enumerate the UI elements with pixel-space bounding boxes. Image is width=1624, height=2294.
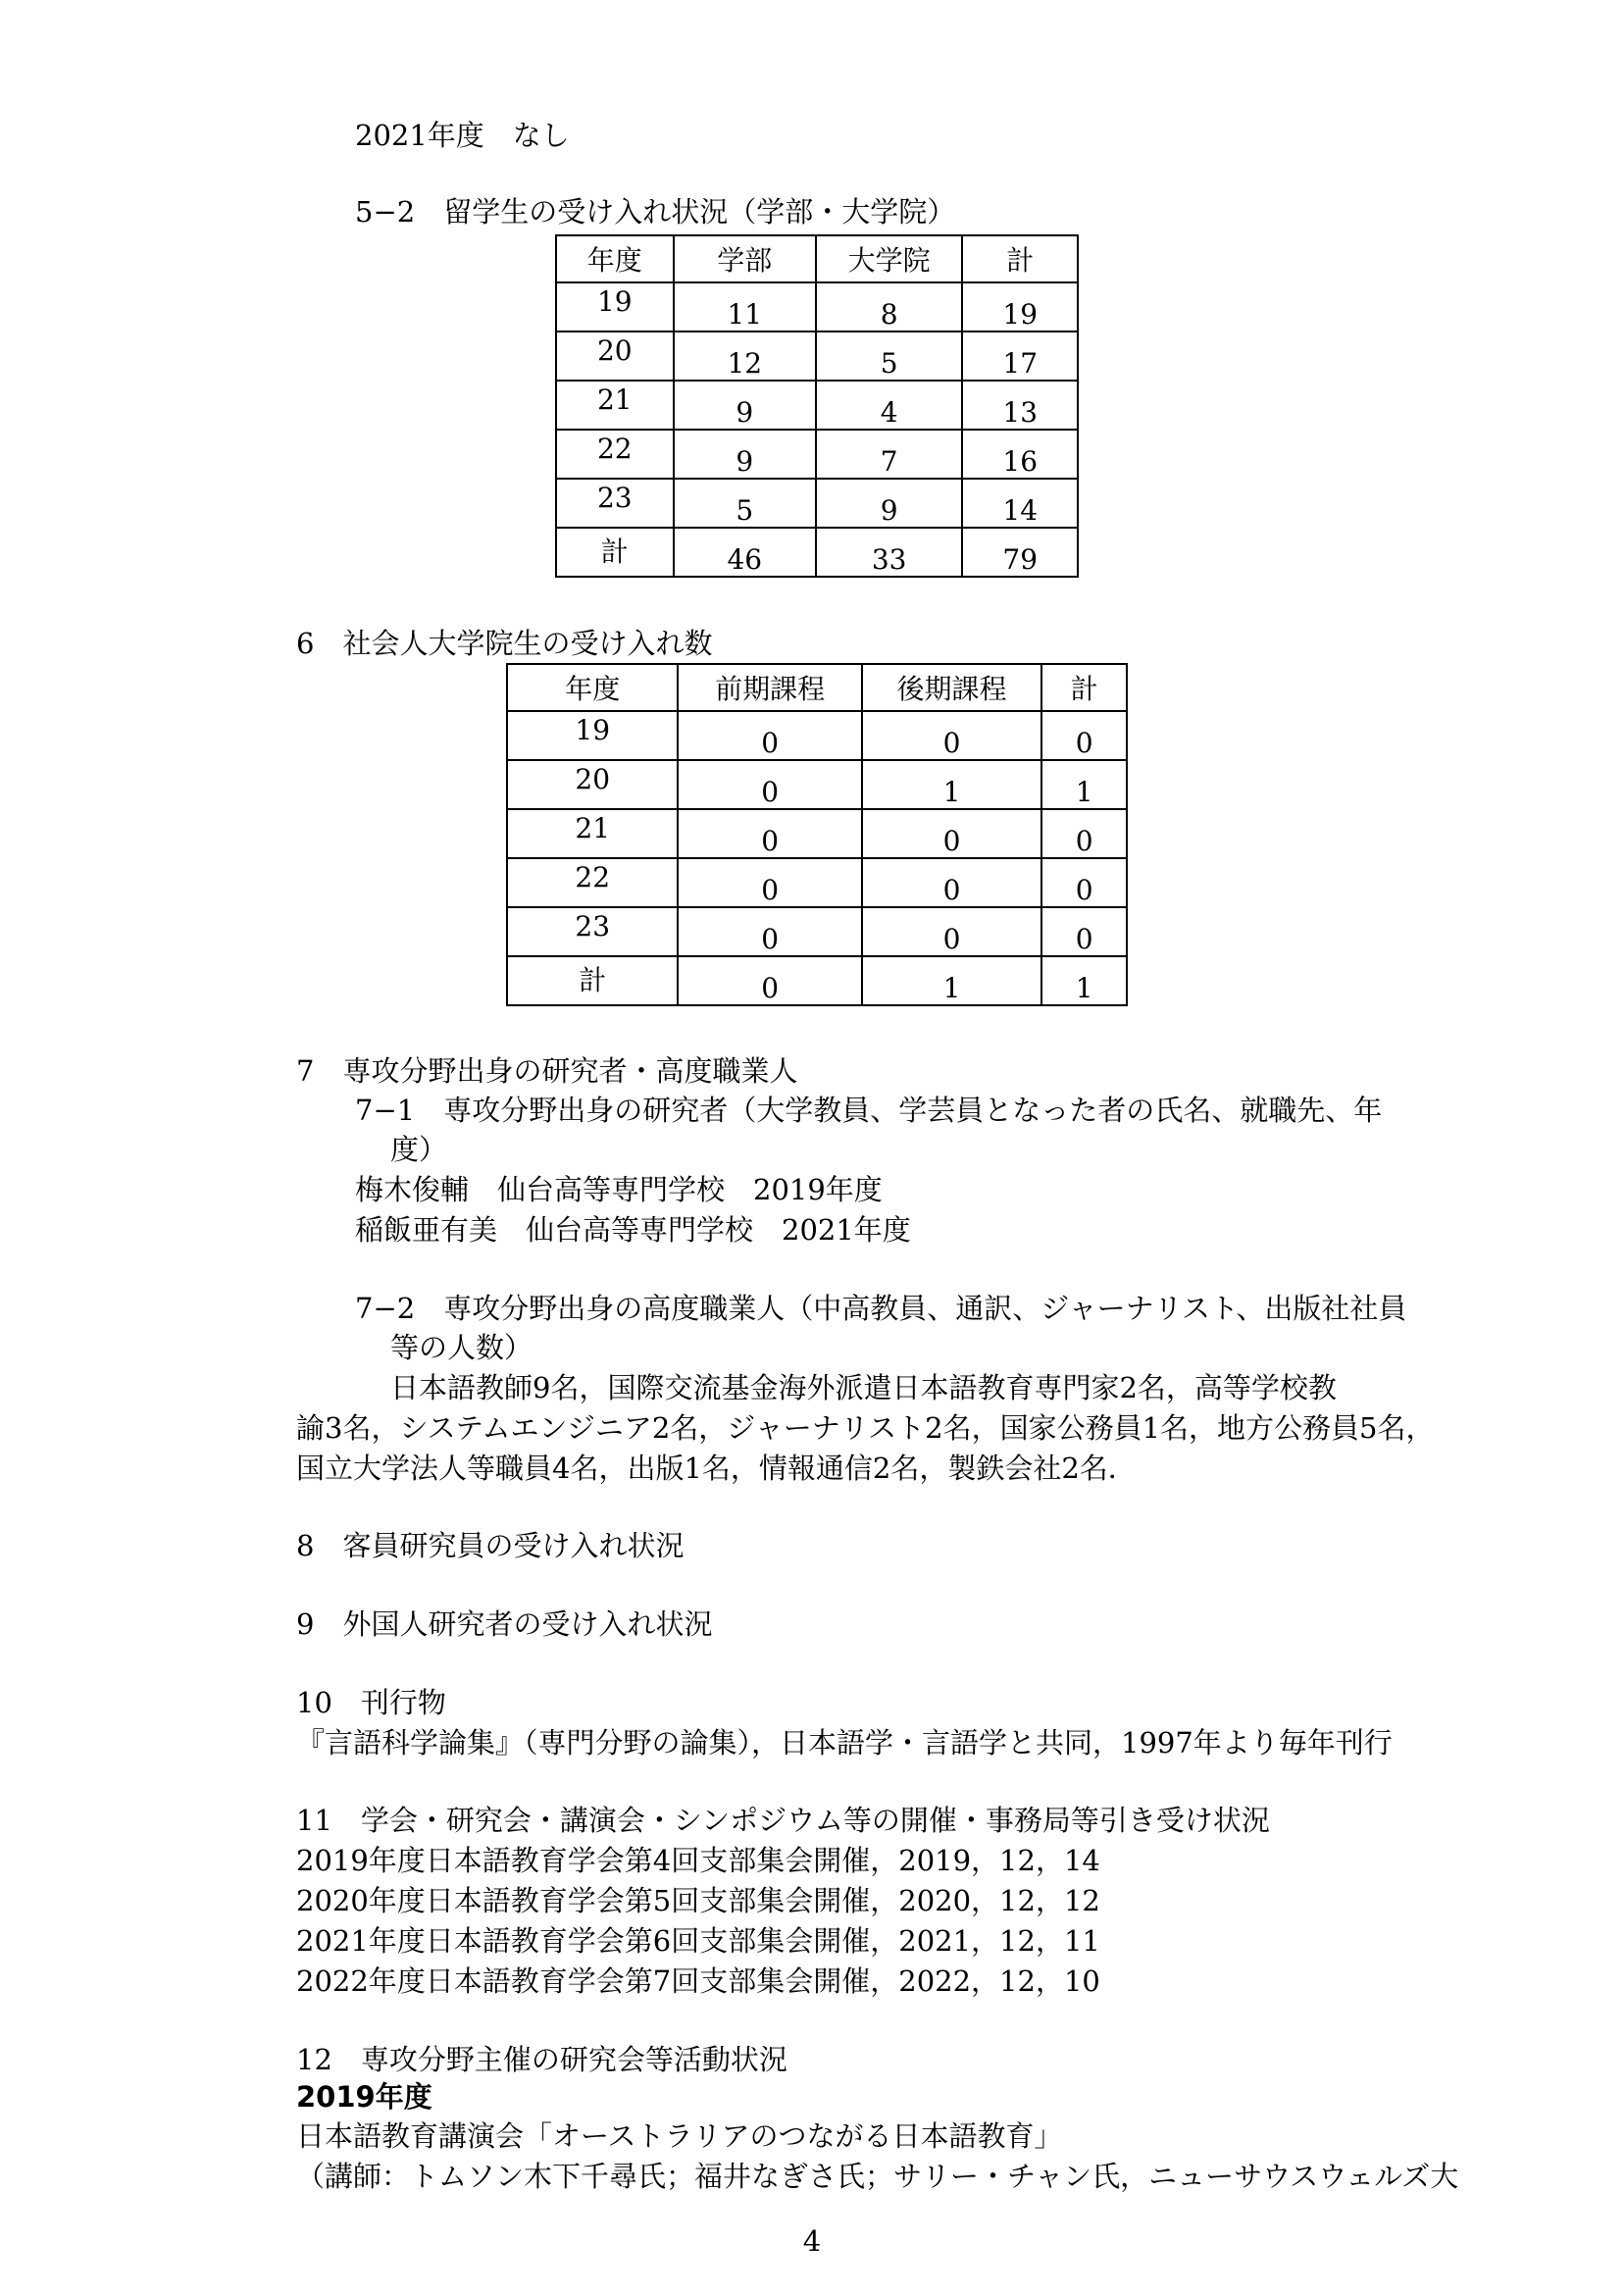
page-number: 4 [802, 2224, 822, 2258]
paragraph-line: 諭3名，システムエンジニア2名，ジャーナリスト2名，国家公務員1名，地方公務員5名， [296, 1411, 1435, 1445]
table-total-row [507, 956, 1127, 1005]
cell-undergrad: 9 [674, 430, 816, 479]
cell-year: 22 [556, 430, 674, 479]
table-total-row [556, 528, 1078, 577]
table-row [556, 430, 1078, 479]
cell-masters: 0 [678, 711, 861, 760]
table-header-row [507, 664, 1127, 711]
section-11-heading: 11 学会・研究会・講演会・シンポジウム等の開催・事務局等引き受け状況 [296, 1804, 1270, 1837]
table-working-adult-students [506, 663, 1128, 1006]
cell-graduate: 7 [816, 430, 962, 479]
lecture-speakers: （講師：トムソン木下千尋氏；福井なぎさ氏；サリー・チャン氏，ニューサウスウェルズ大 [296, 2160, 1459, 2193]
cell-masters: 0 [678, 907, 861, 956]
table-row [556, 381, 1078, 430]
event-entry: 2019年度日本語教育学会第4回支部集会開催，2019，12，14 [296, 1844, 1100, 1877]
table-row [556, 282, 1078, 331]
cell-year: 19 [556, 282, 674, 331]
cell-year: 計 [556, 528, 674, 577]
cell-masters: 0 [678, 760, 861, 809]
cell-undergrad: 9 [674, 381, 816, 430]
publication-entry: 『言語科学論集』（専門分野の論集），日本語学・言語学と共同，1997年より毎年刊行 [296, 1726, 1393, 1759]
table-header-row [556, 235, 1078, 282]
cell-doctoral: 0 [862, 809, 1041, 858]
cell-doctoral: 1 [862, 760, 1041, 809]
cell-graduate: 4 [816, 381, 962, 430]
year-2019-heading: 2019年度 [296, 2080, 432, 2114]
cell-graduate: 8 [816, 282, 962, 331]
col-header-masters: 前期課程 [678, 664, 861, 711]
researcher-entry: 梅木俊輔 仙台高等専門学校 2019年度 [355, 1173, 883, 1206]
cell-undergrad: 5 [674, 479, 816, 528]
col-header-doctoral: 後期課程 [862, 664, 1041, 711]
cell-total: 17 [962, 331, 1078, 381]
cell-undergrad: 46 [674, 528, 816, 577]
cell-year: 20 [556, 331, 674, 381]
table-row [556, 331, 1078, 381]
cell-doctoral: 0 [862, 858, 1041, 907]
cell-year: 21 [556, 381, 674, 430]
cell-total: 19 [962, 282, 1078, 331]
cell-doctoral: 1 [862, 956, 1041, 1005]
cell-total: 13 [962, 381, 1078, 430]
cell-year: 計 [507, 956, 678, 1005]
section-7-2-heading: 7−2 専攻分野出身の高度職業人（中高教員、通訳、ジャーナリスト、出版社社員 [355, 1292, 1407, 1325]
table-row [507, 711, 1127, 760]
event-entry: 2021年度日本語教育学会第6回支部集会開催，2021，12，11 [296, 1924, 1100, 1958]
cell-year: 21 [507, 809, 678, 858]
section-7-2-heading-cont: 等の人数） [390, 1331, 533, 1364]
cell-year: 22 [507, 858, 678, 907]
cell-year: 19 [507, 711, 678, 760]
cell-total: 16 [962, 430, 1078, 479]
col-header-year: 年度 [556, 235, 674, 282]
col-header-total: 計 [962, 235, 1078, 282]
cell-masters: 0 [678, 858, 861, 907]
cell-total: 0 [1041, 711, 1127, 760]
col-header-year: 年度 [507, 664, 678, 711]
cell-graduate: 5 [816, 331, 962, 381]
cell-total: 14 [962, 479, 1078, 528]
cell-total: 0 [1041, 809, 1127, 858]
cell-graduate: 9 [816, 479, 962, 528]
section-5-2-heading: 5−2 留学生の受け入れ状況（学部・大学院） [355, 195, 956, 229]
col-header-graduate: 大学院 [816, 235, 962, 282]
cell-year: 23 [507, 907, 678, 956]
cell-total: 1 [1041, 956, 1127, 1005]
section-10-heading: 10 刊行物 [296, 1686, 446, 1719]
section-8-heading: 8 客員研究員の受け入れ状況 [296, 1529, 685, 1562]
researcher-entry: 稲飯亜有美 仙台高等専門学校 2021年度 [355, 1213, 911, 1247]
section-6-heading: 6 社会人大学院生の受け入れ数 [296, 627, 713, 660]
cell-total: 0 [1041, 858, 1127, 907]
event-entry: 2022年度日本語教育学会第7回支部集会開催，2022，12，10 [296, 1964, 1100, 1998]
cell-undergrad: 11 [674, 282, 816, 331]
event-entry: 2020年度日本語教育学会第5回支部集会開催，2020，12，12 [296, 1884, 1100, 1917]
table-row [507, 907, 1127, 956]
cell-undergrad: 12 [674, 331, 816, 381]
cell-masters: 0 [678, 956, 861, 1005]
table-international-students [555, 234, 1079, 578]
col-header-total: 計 [1041, 664, 1127, 711]
paragraph-line: 国立大学法人等職員4名，出版1名，情報通信2名，製鉄会社2名． [296, 1452, 1137, 1485]
section-7-1-heading-cont: 度） [390, 1133, 448, 1166]
cell-total: 0 [1041, 907, 1127, 956]
table-row [507, 858, 1127, 907]
year-2021-none: 2021年度 なし [355, 119, 570, 152]
lecture-title: 日本語教育講演会「オーストラリアのつながる日本語教育」 [296, 2119, 1063, 2153]
cell-masters: 0 [678, 809, 861, 858]
col-header-undergrad: 学部 [674, 235, 816, 282]
section-12-heading: 12 専攻分野主催の研究会等活動状況 [296, 2043, 787, 2076]
cell-total: 1 [1041, 760, 1127, 809]
paragraph-line: 日本語教師9名，国際交流基金海外派遣日本語教育専門家2名，高等学校教 [390, 1371, 1337, 1404]
table-row [556, 479, 1078, 528]
section-9-heading: 9 外国人研究者の受け入れ状況 [296, 1607, 713, 1641]
cell-doctoral: 0 [862, 907, 1041, 956]
cell-total: 79 [962, 528, 1078, 577]
cell-doctoral: 0 [862, 711, 1041, 760]
table-row [507, 760, 1127, 809]
table-row [507, 809, 1127, 858]
cell-year: 23 [556, 479, 674, 528]
cell-year: 20 [507, 760, 678, 809]
section-7-1-heading: 7−1 専攻分野出身の研究者（大学教員、学芸員となった者の氏名、就職先、年 [355, 1094, 1383, 1127]
section-7-heading: 7 専攻分野出身の研究者・高度職業人 [296, 1054, 798, 1088]
cell-graduate: 33 [816, 528, 962, 577]
